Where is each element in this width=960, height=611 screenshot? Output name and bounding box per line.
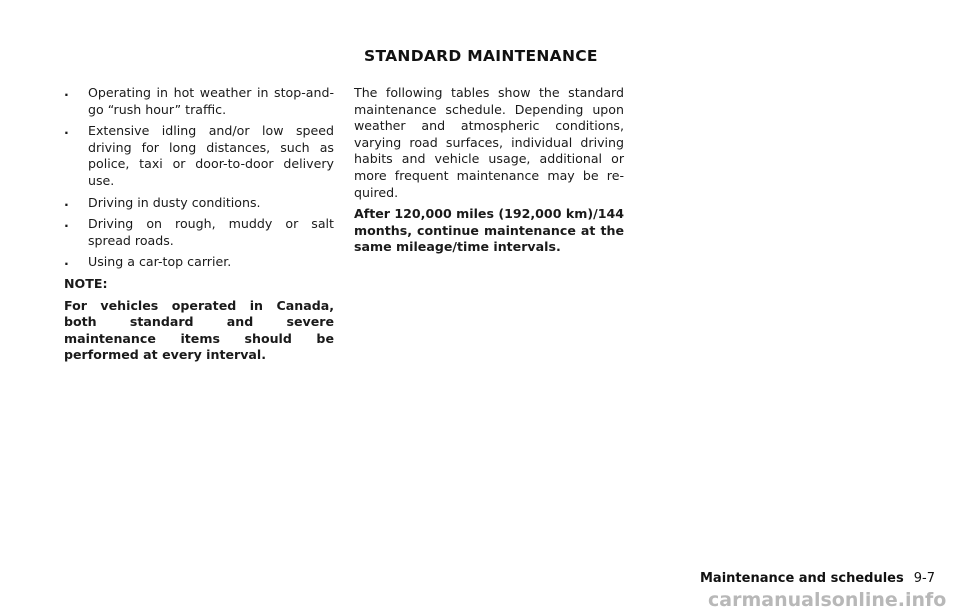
list-item [64, 216, 334, 249]
intro-paragraph: The following tables show the standard maintenance schedule. Depending upon weather and atmospheric conditions, varying road surfaces, individual driving habits and vehicle usage, additional or more frequent maintenance may be re-quired. [354, 85, 624, 200]
section-title: STANDARD MAINTENANCE [364, 47, 598, 65]
interval-paragraph: After 120,000 miles (192,000 km)/144 months, continue maintenance at the same mileage/time intervals. [354, 206, 624, 255]
left-column [64, 85, 334, 369]
list-item-text: Driving in dusty conditions. [88, 194, 261, 210]
bullet-icon: . [64, 122, 69, 138]
list-item-text: Using a car-top carrier. [88, 254, 232, 270]
right-column [354, 85, 624, 261]
note-label: NOTE: [64, 275, 108, 291]
note-text: For vehicles operated in Canada, both standard and severe maintenance items should be performed at every interval. [64, 297, 334, 363]
bullet-icon: . [64, 193, 69, 209]
bullet-icon: . [64, 253, 69, 269]
list-item-text: Operating in hot weather in stop-and-go “rush hour” traffic. [88, 85, 334, 117]
list-item [64, 254, 334, 271]
bullet-icon: . [64, 215, 69, 231]
list-item [64, 195, 334, 212]
list-item-text: Driving on rough, muddy or salt spread roads. [88, 216, 334, 248]
page-footer [700, 571, 935, 586]
condition-list [64, 85, 334, 271]
list-item-text: Extensive idling and/or low speed driving for long distances, such as police, taxi or door-to-door delivery use. [88, 123, 334, 188]
footer-section-title: Maintenance and schedules [700, 571, 904, 586]
watermark: carmanualsonline.info [708, 589, 947, 611]
list-item [64, 123, 334, 189]
page-number: 9-7 [913, 571, 935, 586]
bullet-icon: . [64, 84, 69, 99]
list-item [64, 85, 334, 118]
